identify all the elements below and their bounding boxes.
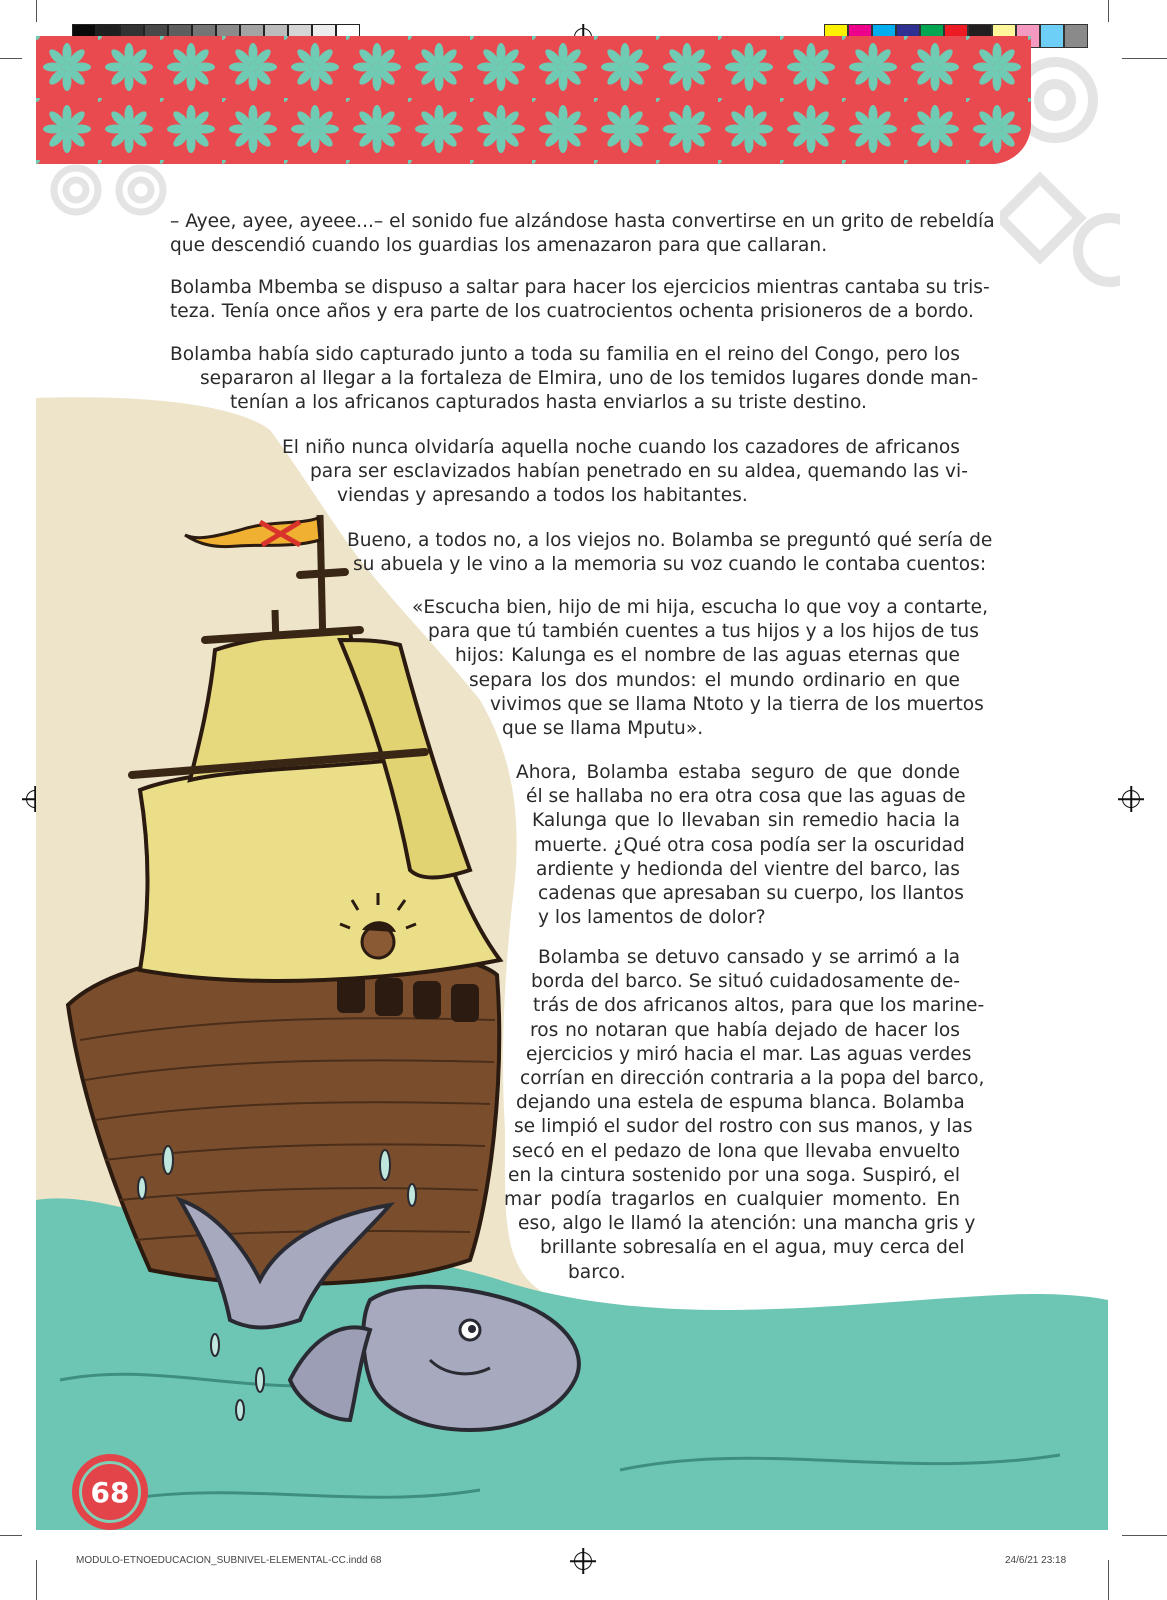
text-line: barco.: [568, 1261, 626, 1283]
text-line: borda del barco. Se situó cuidadosamente de-: [531, 971, 960, 993]
text-line: ejercicios y miró hacia el mar. Las aguas verdes: [526, 1043, 972, 1065]
text-line: cadenas que apresaban su cuerpo, los llantos: [538, 883, 964, 905]
paragraph-2: [170, 276, 990, 324]
text-line: viendas y apresando a todos los habitantes.: [337, 485, 748, 507]
text-line: trás de dos africanos altos, para que los marine-: [533, 995, 985, 1017]
text-line: Ahora, Bolamba estaba seguro de que donde: [516, 762, 960, 783]
text-line: Kalunga que lo llevaban sin remedio hacia la: [532, 810, 960, 832]
paragraph-5: [347, 529, 993, 577]
paragraph-8: [504, 946, 985, 1285]
text-line: corrían en dirección contraria a la popa del barco,: [520, 1068, 985, 1090]
page-number: 68: [79, 1461, 141, 1523]
text-line: ros no notaran que había dejado de hacer los: [530, 1019, 960, 1041]
text-line: y los lamentos de dolor?: [538, 907, 766, 929]
text-line: hijos: Kalunga es el nombre de las aguas eternas que: [455, 645, 960, 667]
paragraph-4: [282, 436, 968, 509]
text-line: Bolamba había sido capturado junto a toda su familia en el reino del Congo, pero los: [170, 344, 960, 365]
paragraph-7: [516, 761, 966, 930]
paragraph-1: [170, 210, 995, 258]
grandmother-quote: [412, 596, 989, 741]
text-line: en la cintura sostenido por una soga. Suspiró, el: [508, 1164, 960, 1186]
text-line: mar podía tragarlos en cualquier momento. En: [504, 1189, 960, 1211]
text-line: se limpió el sudor del rostro con sus manos, y las: [514, 1116, 973, 1138]
text-line: – Ayee, ayee, ayeee...– el sonido fue alzándose hasta convertirse en un grito de rebeldía: [170, 211, 995, 232]
text-line: tenían a los africanos capturados hasta enviarlos a su triste destino.: [230, 392, 867, 414]
text-line: ardiente y hedionda del vientre del barco, las: [536, 858, 960, 880]
page-number-badge: [72, 1454, 148, 1530]
text-line: Bolamba se detuvo cansado y se arrimó a la: [538, 947, 960, 968]
text-line: separaron al llegar a la fortaleza de Elmira, uno de los temidos lugares donde man-: [200, 368, 979, 390]
text-line: teza. Tenía once años y era parte de los cuatrocientos ochenta prisioneros de a bordo.: [170, 301, 974, 323]
text-line: eso, algo le llamó la atención: una mancha gris y: [518, 1213, 976, 1235]
text-line: secó en el pedazo de lona que llevaba envuelto: [512, 1140, 960, 1162]
footer-filename: MODULO-ETNOEDUCACION_SUBNIVEL-ELEMENTAL-CC.indd 68: [76, 1555, 382, 1566]
text-line: él se hallaba no era otra cosa que las aguas de: [526, 786, 966, 808]
text-line: brillante sobresalía en el agua, muy cerca del: [540, 1237, 965, 1259]
text-line: para que tú también cuentes a tus hijos y a los hijos de tus: [428, 621, 979, 643]
text-line: Bolamba Mbemba se dispuso a saltar para hacer los ejercicios mientras cantaba su tris-: [170, 277, 990, 298]
text-line: para ser esclavizados habían penetrado en su aldea, quemando las vi-: [310, 461, 968, 483]
text-line: dejando una estela de espuma blanca. Bolamba: [516, 1092, 965, 1114]
text-line: «Escucha bien, hijo de mi hija, escucha lo que voy a contarte,: [412, 597, 989, 618]
text-line: su abuela y le vino a la memoria su voz cuando le contaba cuentos:: [353, 554, 987, 576]
text-line: El niño nunca olvidaría aquella noche cuando los cazadores de africanos: [282, 437, 960, 458]
text-line: Bueno, a todos no, a los viejos no. Bolamba se preguntó qué sería de: [347, 530, 993, 551]
footer-date: 24/6/21 23:18: [1005, 1555, 1067, 1566]
text-line: que se llama Mputu».: [502, 718, 704, 740]
paragraph-3: [170, 343, 979, 416]
text-line: vivimos que se llama Ntoto y la tierra de los muertos: [490, 693, 984, 715]
text-line: muerte. ¿Qué otra cosa podía ser la oscuridad: [534, 834, 965, 856]
text-line: que descendió cuando los guardias los amenazaron para que callaran.: [170, 235, 828, 257]
text-line: separa los dos mundos: el mundo ordinario en que: [469, 669, 960, 691]
